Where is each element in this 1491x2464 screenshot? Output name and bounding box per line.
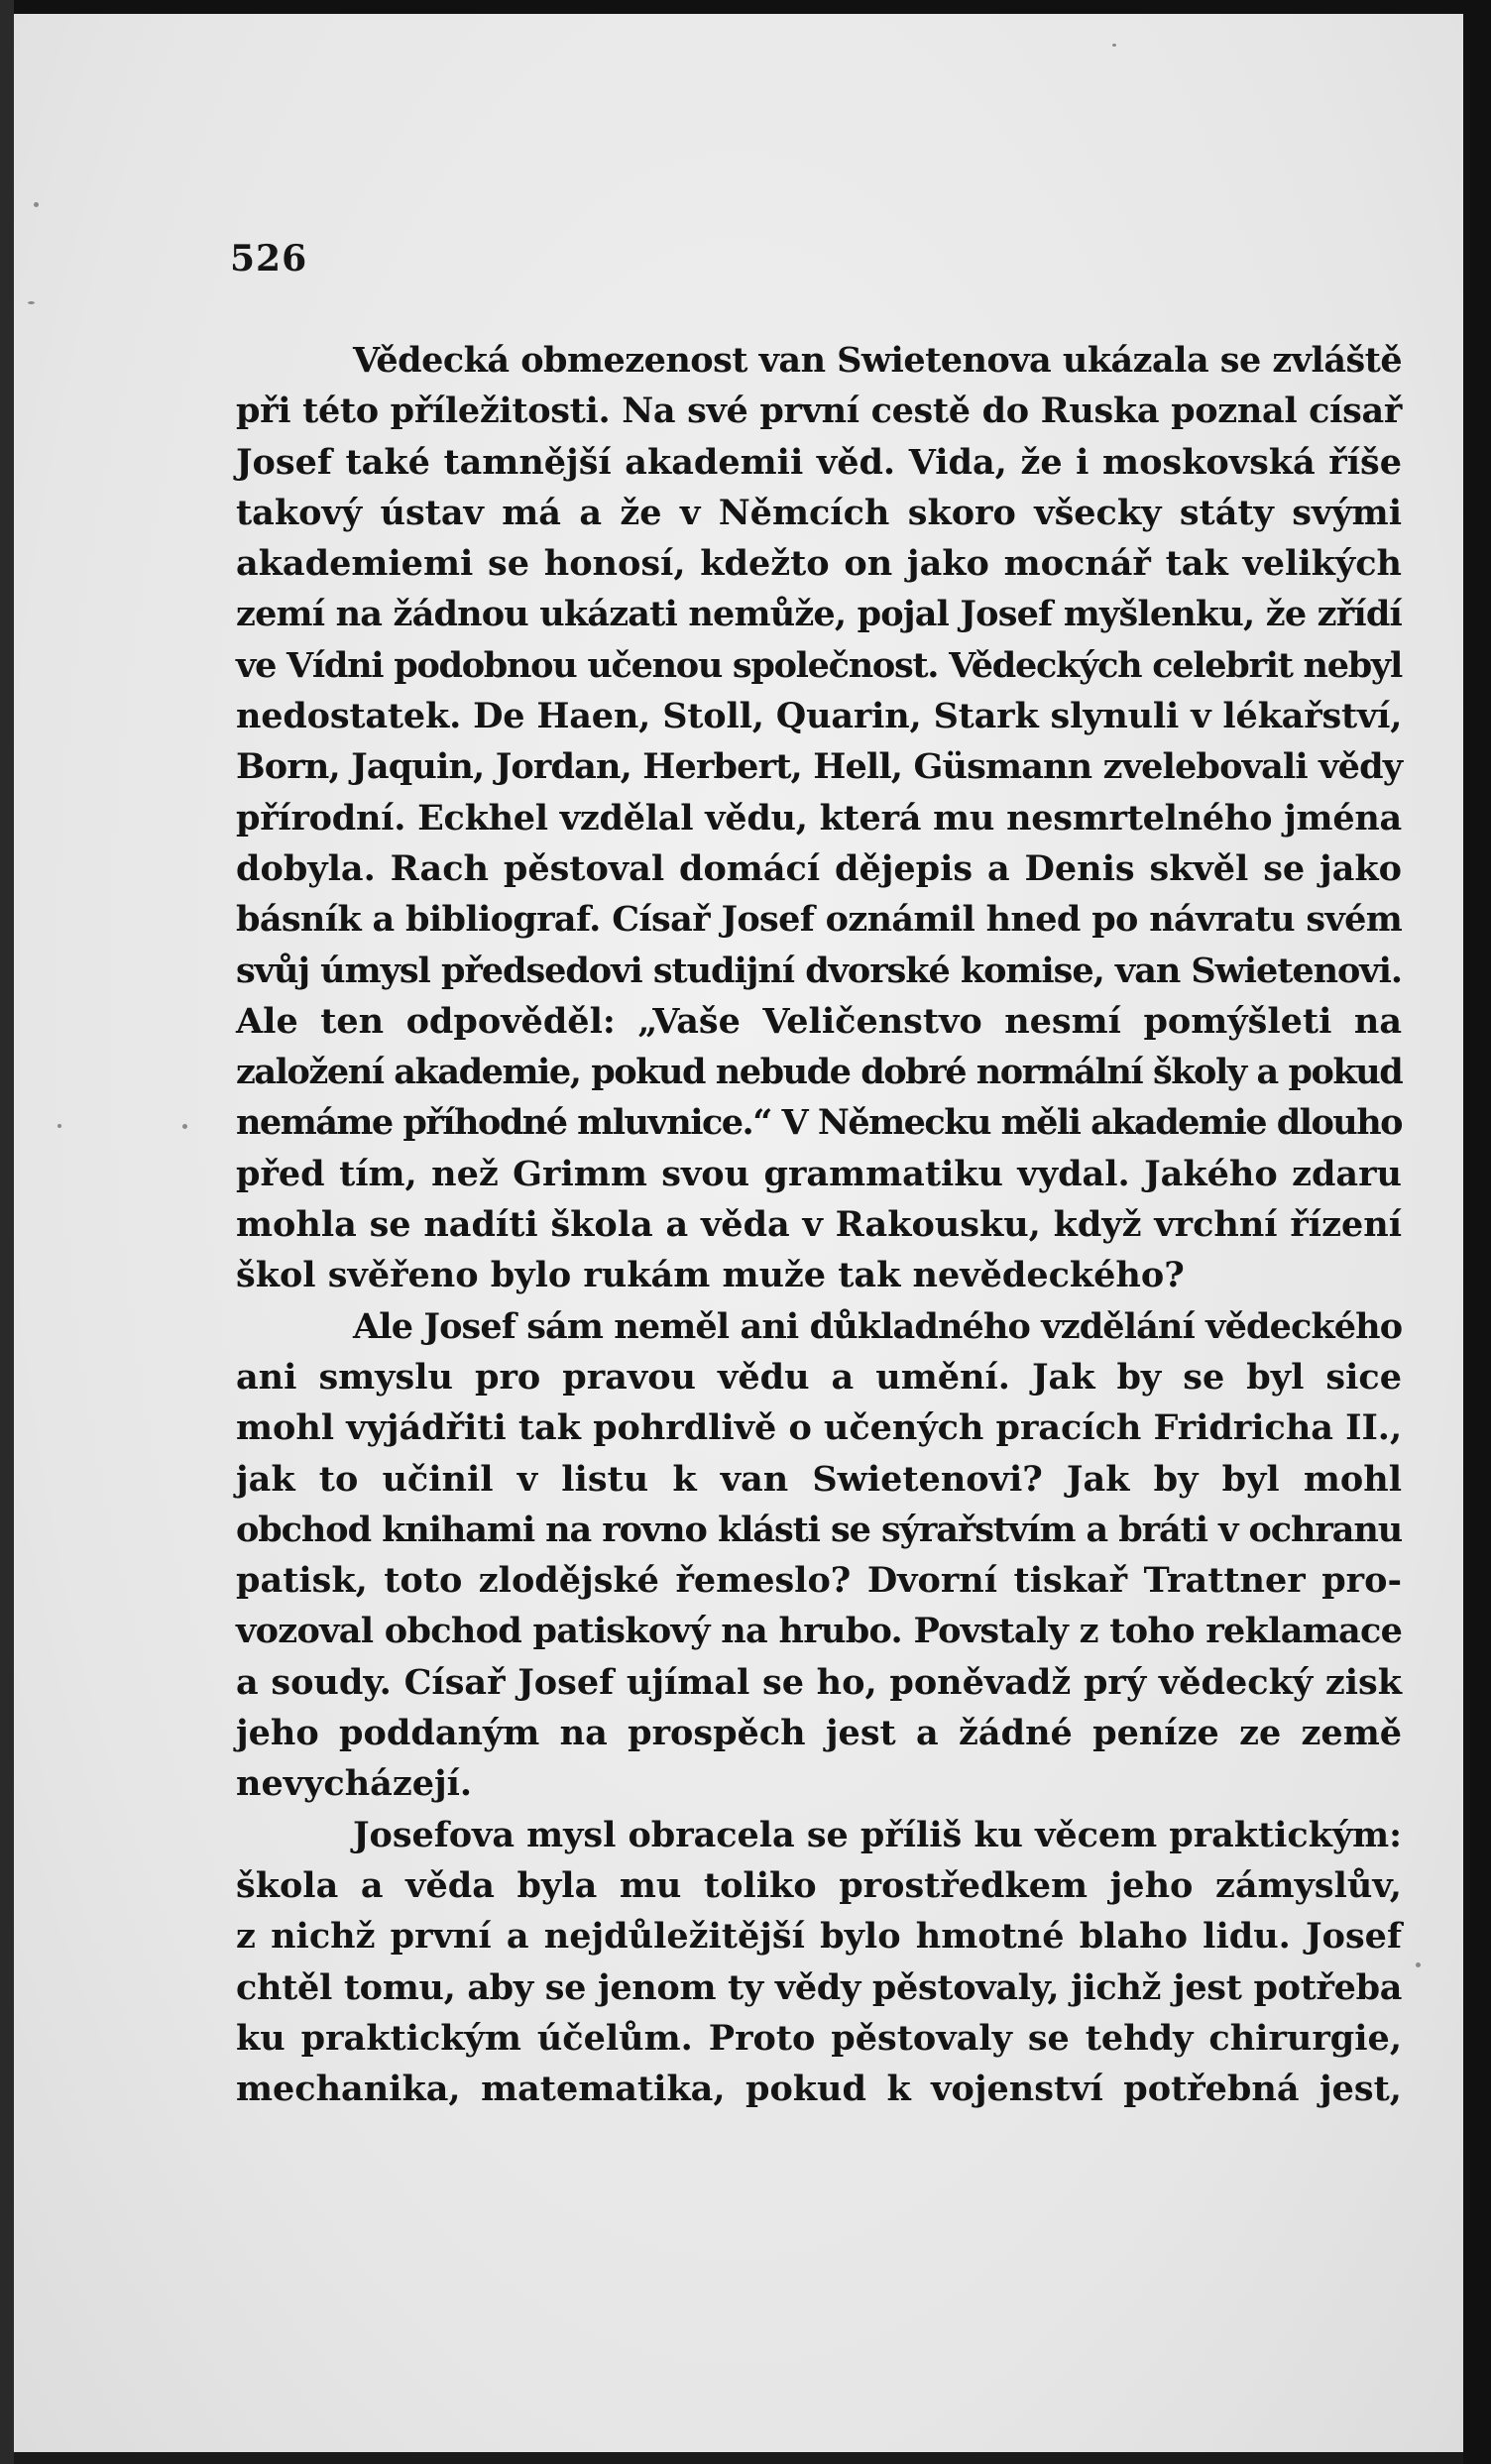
text-line: obchod knihami na rovno klásti se sýrařstvím a bráti v ochranu bbox=[236, 1509, 1403, 1550]
scan-border-left bbox=[0, 0, 14, 2464]
text-line: ve Vídni podobnou učenou společnost. Vědeckých celebrit nebyl bbox=[236, 644, 1402, 686]
scan-border-top bbox=[0, 0, 1491, 14]
text-line: škola a věda byla mu toliko prostředkem jeho zámyslův, bbox=[236, 1864, 1402, 1906]
text-line: při této příležitosti. Na své první cestě do Ruska poznal císař bbox=[236, 391, 1402, 432]
paper-speck bbox=[1112, 44, 1116, 47]
text-line: z nichž první a nejdůležitější bylo hmotné blaho lidu. Josef bbox=[236, 1916, 1402, 1958]
text-line: jak to učinil v listu k van Swietenovi? Jak by byl mohl bbox=[236, 1458, 1402, 1500]
paper-speck bbox=[57, 1124, 61, 1128]
text-line: akademiemi se honosí, kdežto on jako mocnář tak velikých bbox=[236, 543, 1402, 585]
paper-speck bbox=[28, 301, 35, 304]
paper-speck bbox=[34, 202, 39, 207]
body-text bbox=[236, 335, 1402, 2114]
text-line: takový ústav má a že v Němcích skoro všecky státy svými bbox=[236, 492, 1402, 533]
text-line: Ale Josef sám neměl ani důkladného vzdělání vědeckého bbox=[353, 1305, 1403, 1347]
text-line: chtěl tomu, aby se jenom ty vědy pěstovaly, jichž jest potřeba bbox=[236, 1966, 1403, 2008]
paper-speck bbox=[182, 1124, 187, 1129]
text-line: Ale ten odpověděl: „Vaše Veličenstvo nesmí pomýšleti na bbox=[236, 1000, 1402, 1042]
text-line: dobyla. Rach pěstoval domácí dějepis a Denis skvěl se jako bbox=[236, 847, 1402, 889]
text-line: nedostatek. De Haen, Stoll, Quarin, Stark slynuli v lékařství, bbox=[236, 696, 1403, 737]
text-line: svůj úmysl předsedovi studijní dvorské komise, van Swietenovi. bbox=[236, 950, 1402, 991]
text-line: přírodní. Eckhel vzdělal vědu, která mu nesmrtelného jména bbox=[236, 797, 1402, 839]
text-line: a soudy. Císař Josef ujímal se ho, poněvadž prý vědecký zisk bbox=[236, 1661, 1402, 1703]
text-line: před tím, než Grimm svou grammatiku vydal. Jakého zdaru bbox=[236, 1153, 1402, 1194]
text-line: mohla se nadíti škola a věda v Rakousku, když vrchní řízení bbox=[236, 1204, 1402, 1246]
text-line: nevycházejí. bbox=[236, 1763, 473, 1805]
text-line: škol svěřeno bylo rukám muže tak nevědeckého? bbox=[236, 1255, 1185, 1296]
text-line: Vědecká obmezenost van Swietenova ukázala se zvláště bbox=[353, 340, 1403, 381]
text-line: Born, Jaquin, Jordan, Herbert, Hell, Güsmann zvelebovali vědy bbox=[236, 746, 1403, 788]
text-line: mechanika, matematika, pokud k vojenství potřebná jest, bbox=[236, 2069, 1402, 2110]
text-line: založení akademie, pokud nebude dobré normální školy a pokud bbox=[236, 1052, 1403, 1093]
text-line: Josef také tamnější akademii věd. Vida, že i moskovská říše bbox=[236, 441, 1402, 483]
text-line: patisk, toto zlodějské řemeslo? Dvorní tiskař Trattner pro- bbox=[236, 1560, 1402, 1602]
text-line: mohl vyjádřiti tak pohrdlivě o učených pracích Fridricha II., bbox=[236, 1407, 1403, 1449]
text-line: zemí na žádnou ukázati nemůže, pojal Josef myšlenku, že zřídí bbox=[236, 594, 1402, 635]
text-line: ani smyslu pro pravou vědu a umění. Jak by se byl sice bbox=[236, 1356, 1402, 1398]
page-number: 526 bbox=[230, 238, 308, 280]
paper-speck bbox=[1416, 1962, 1421, 1967]
text-line: nemáme příhodné mluvnice.“ V Německu měli akademie dlouho bbox=[236, 1102, 1402, 1144]
text-line: jeho poddaným na prospěch jest a žádné peníze ze země bbox=[236, 1713, 1402, 1754]
text-line: básník a bibliograf. Císař Josef oznámil hned po návratu svém bbox=[236, 899, 1403, 941]
text-line: vozoval obchod patiskový na hrubo. Povstaly z toho reklamace bbox=[236, 1611, 1403, 1652]
text-line: ku praktickým účelům. Proto pěstovaly se tehdy chirurgie, bbox=[236, 2017, 1402, 2059]
text-line: Josefova mysl obracela se příliš ku věcem praktickým: bbox=[353, 1814, 1402, 1855]
scan-border-right bbox=[1463, 0, 1491, 2464]
